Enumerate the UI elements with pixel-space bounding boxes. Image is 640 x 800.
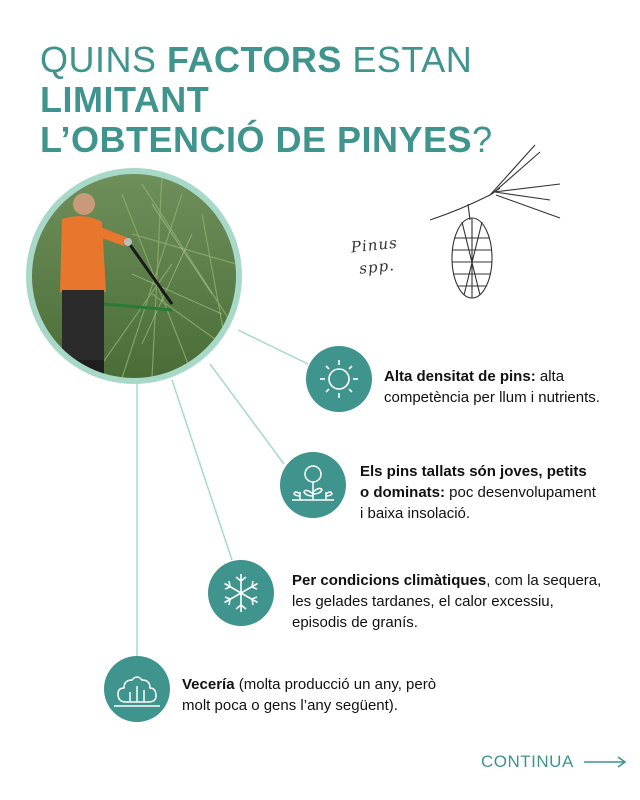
title-part: ESTAN [341,39,473,80]
title-part: ? [472,119,493,160]
factor-description: poc desenvolupament i baixa insolació. [360,484,596,522]
pine-cone-sketch-icon [350,140,570,310]
continue-label: CONTINUA [481,752,574,771]
factor-title: Vecería [182,676,235,693]
species-label-line: spp. [358,256,396,278]
worker-photo [26,168,242,384]
factor-text [384,366,614,408]
title-emphasis: LIMITANT [40,79,210,120]
snowflake-icon [208,560,274,626]
photo-illustration [32,174,236,378]
trees-icon [104,656,170,722]
factor-text [292,570,612,633]
factor-title: Els pins tallats són joves, petits o dominats: [360,463,587,501]
species-label-line: Pinus [350,233,399,257]
factor-text [360,461,600,524]
factor-title: Per condicions climàtiques [292,572,487,589]
seedlings-icon [280,452,346,518]
sun-icon [306,346,372,412]
arrow-right-icon [584,756,628,768]
title-part: QUINS [40,39,168,80]
factor-description: , com la sequera, les gelades tardanes, el calor excessiu, episodis de granís. [292,572,602,631]
species-label [350,232,401,281]
factor-description: alta competència per llum i nutrients. [384,368,600,406]
factor-description: (molta producció un any, però molt poca o gens l’any següent). [182,676,437,714]
continue-button[interactable] [481,752,628,772]
factor-text [182,674,452,716]
factor-title: Alta densitat de pins: [384,368,536,385]
title-emphasis: FACTORS [167,39,342,80]
title-emphasis: L’OBTENCIÓ DE PINYES [40,119,473,160]
